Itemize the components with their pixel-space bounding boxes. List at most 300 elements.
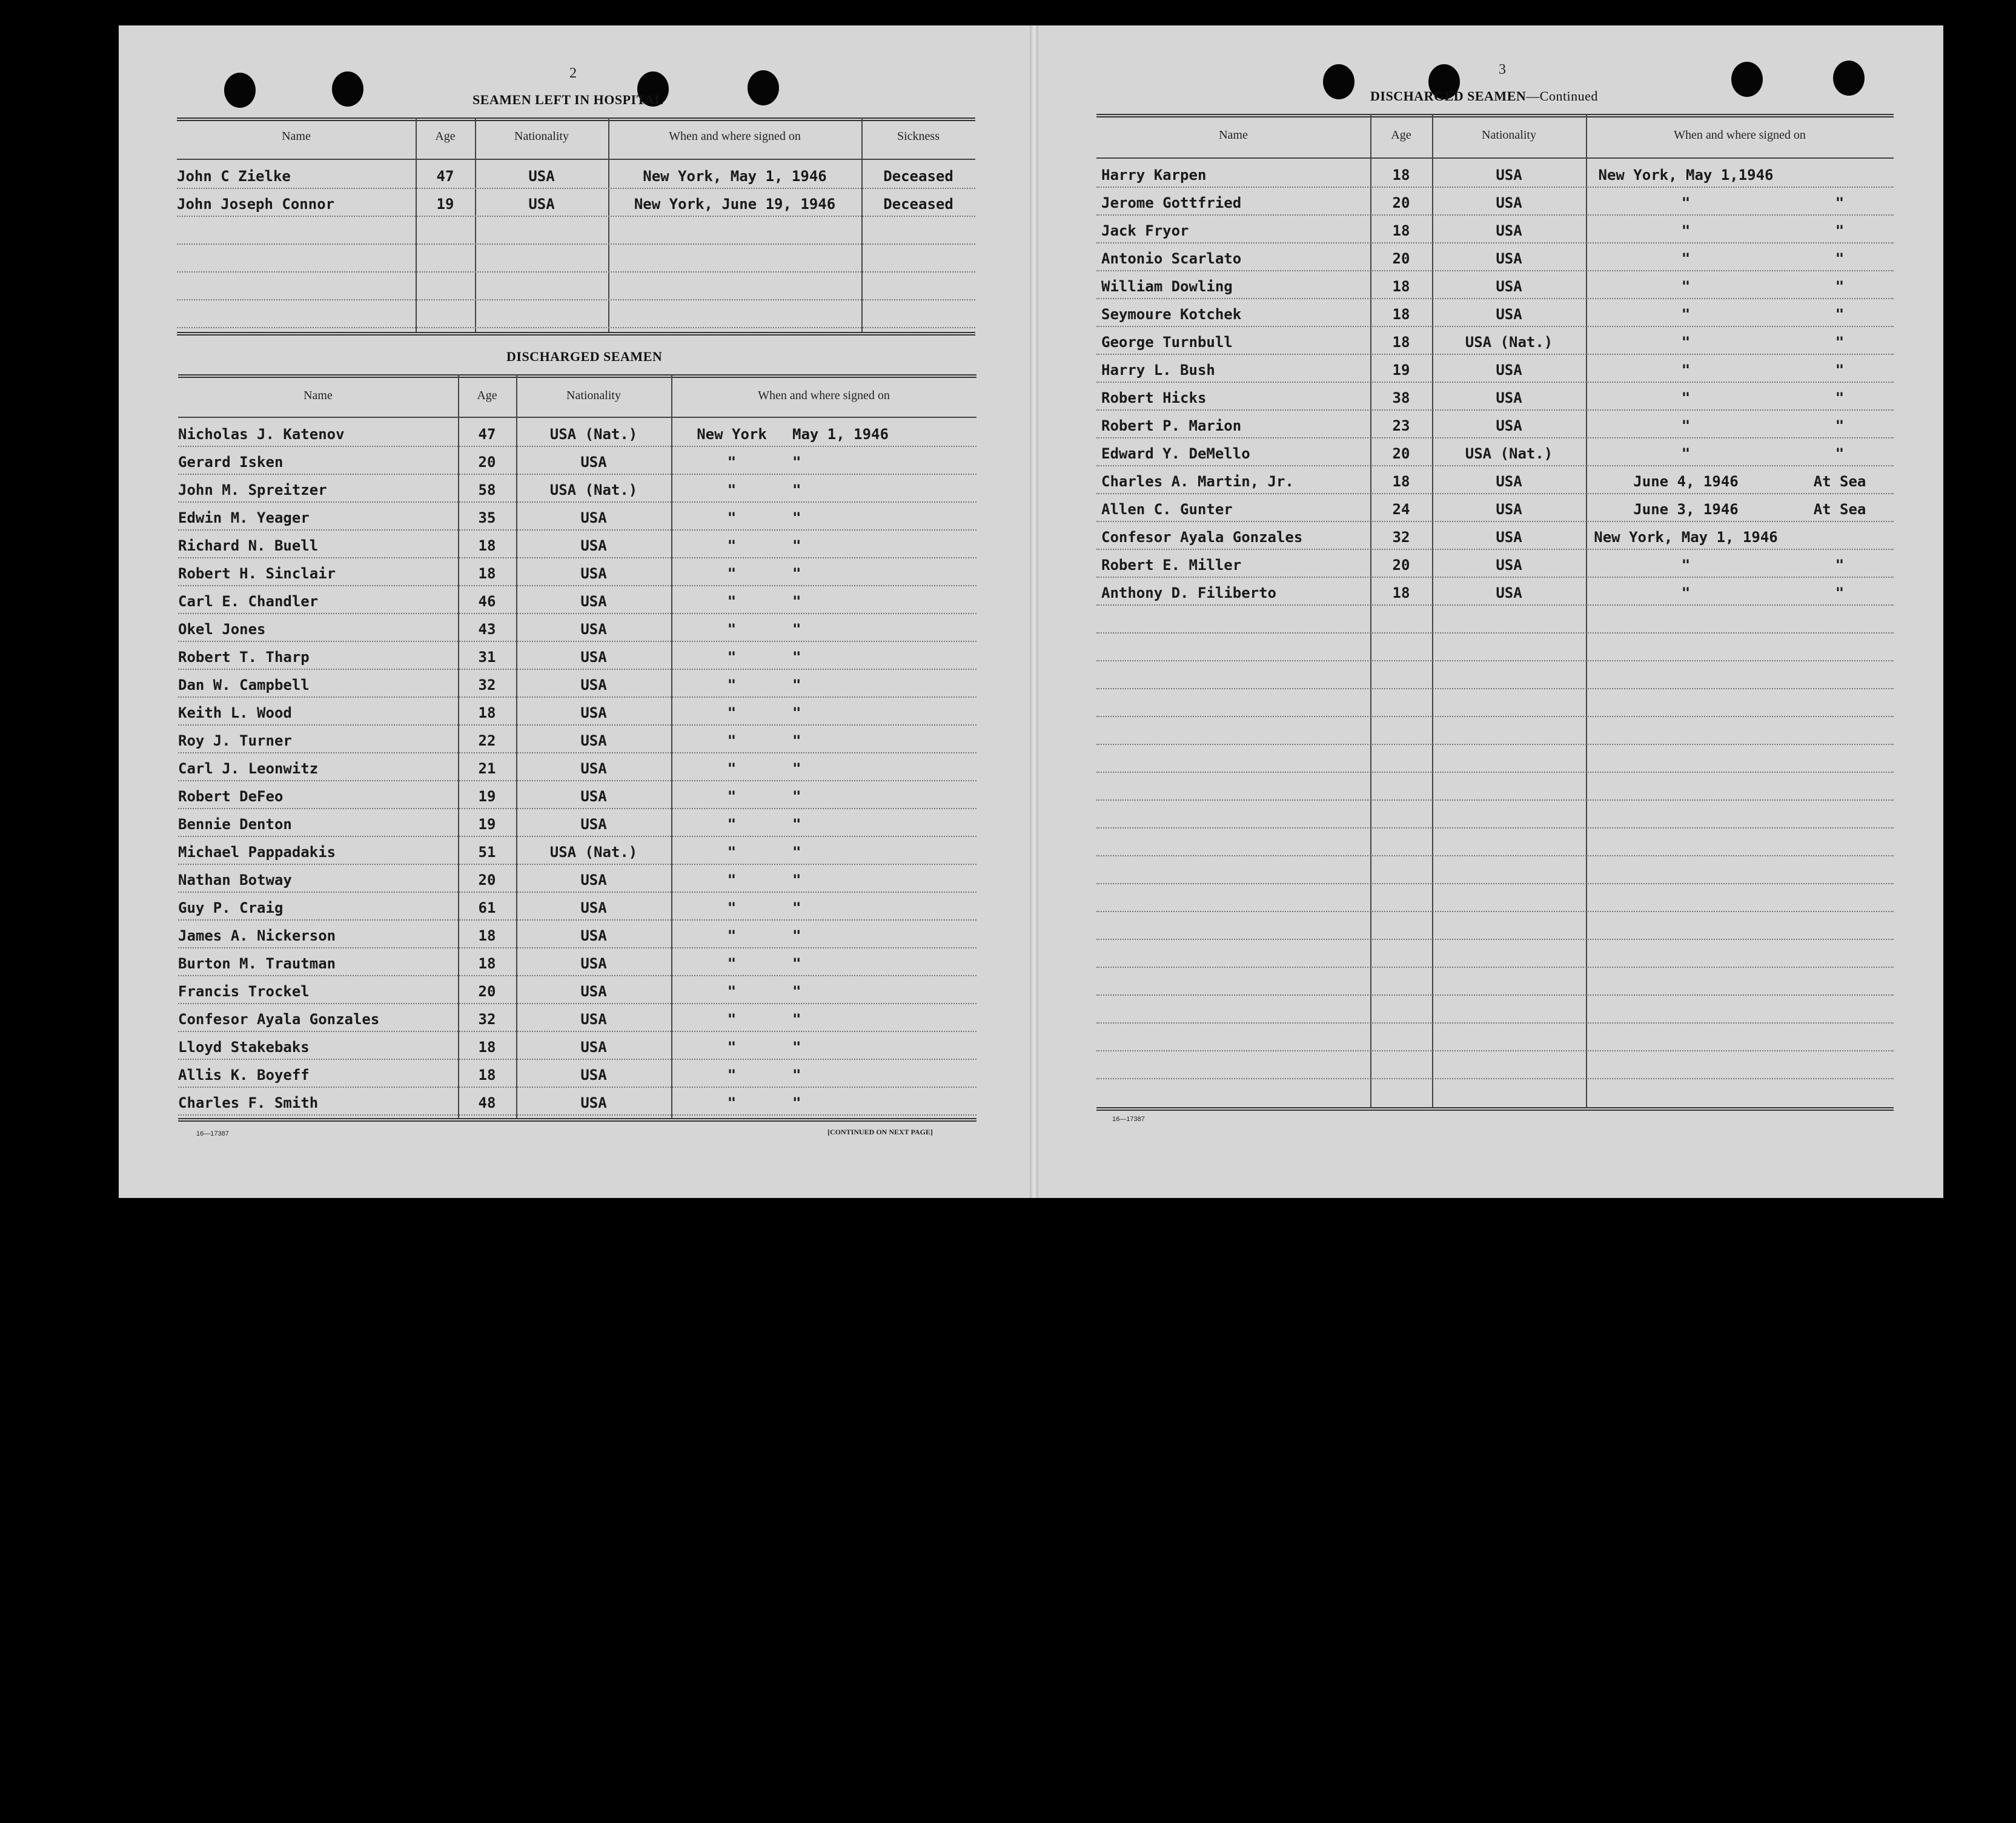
name-cell: Edwin M. Yeager — [178, 509, 310, 526]
table-row — [178, 1087, 976, 1116]
empty-row — [1096, 883, 1894, 912]
table-row — [178, 919, 976, 948]
nationality-cell: USA — [1496, 278, 1522, 295]
table-row — [178, 752, 976, 781]
nationality-cell: USA — [1496, 417, 1522, 434]
nationality-cell: USA — [1496, 362, 1522, 379]
empty-row — [1096, 855, 1894, 884]
empty-row — [1096, 967, 1894, 996]
nationality-cell: USA — [580, 677, 607, 693]
table-row — [178, 1031, 976, 1060]
age-cell: 20 — [478, 872, 496, 888]
signed-place-cell: " — [1681, 306, 1691, 323]
signed-place-cell: " — [727, 649, 737, 666]
signed-date-cell: " — [792, 1067, 801, 1084]
nationality-cell: USA — [580, 704, 607, 721]
empty-row — [1096, 799, 1894, 829]
signed-place-cell: " — [1681, 417, 1691, 434]
name-cell: Keith L. Wood — [178, 704, 292, 721]
signed-place-cell: " — [727, 927, 737, 944]
table-row — [1096, 465, 1894, 494]
signed-date-cell: " — [1835, 362, 1845, 379]
age-cell: 24 — [1392, 501, 1410, 518]
name-cell: Robert H. Sinclair — [178, 565, 336, 582]
age-cell: 22 — [478, 732, 496, 749]
signed-date-cell: At Sea — [1813, 501, 1866, 518]
header-name: Name — [1219, 128, 1248, 142]
age-cell: 18 — [478, 955, 496, 972]
signed-place-cell: " — [727, 872, 737, 888]
signed-date-cell: " — [1835, 306, 1845, 323]
age-cell: 31 — [478, 649, 496, 666]
table-row — [178, 529, 976, 558]
age-cell: 48 — [478, 1094, 496, 1111]
signed-place-cell: New York — [697, 426, 767, 443]
name-cell: Harry L. Bush — [1101, 362, 1215, 379]
table-row — [178, 724, 976, 753]
signed-place-cell: " — [1681, 584, 1691, 601]
age-cell: 51 — [478, 844, 496, 861]
nationality-cell: USA (Nat.) — [549, 481, 638, 498]
binder-hole — [1323, 64, 1354, 99]
nationality-cell: USA — [580, 621, 607, 638]
signed-date-cell: At Sea — [1813, 473, 1866, 490]
age-cell: 18 — [478, 1039, 496, 1056]
age-cell: 32 — [478, 1011, 496, 1028]
page-number: 3 — [1499, 62, 1506, 78]
signed-date-cell: " — [792, 454, 801, 471]
table-row — [1096, 577, 1894, 606]
name-cell: Allis K. Boyeff — [178, 1067, 310, 1084]
name-cell: Lloyd Stakebaks — [178, 1039, 310, 1056]
name-cell: Okel Jones — [178, 621, 266, 638]
signed-place-cell: " — [727, 788, 737, 805]
empty-row — [1096, 604, 1894, 634]
age-cell: 18 — [1392, 167, 1410, 184]
empty-row — [1096, 939, 1894, 968]
table-row — [1096, 493, 1894, 522]
age-cell: 20 — [1392, 557, 1410, 574]
nationality-cell: USA (Nat.) — [1465, 334, 1553, 351]
nationality-cell: USA — [580, 899, 607, 916]
table-row — [177, 188, 975, 217]
nationality-cell: USA — [528, 168, 555, 185]
nationality-cell: USA — [580, 983, 607, 1000]
name-cell: Robert P. Marion — [1101, 417, 1242, 434]
empty-row — [1096, 1022, 1894, 1051]
name-cell: Confesor Ayala Gonzales — [1101, 529, 1303, 546]
name-cell: Francis Trockel — [178, 983, 310, 1000]
age-cell: 18 — [478, 1067, 496, 1084]
header-signed: When and where signed on — [1674, 128, 1806, 142]
signed-place-cell: " — [727, 677, 737, 693]
signed-place-cell: " — [727, 760, 737, 777]
table-row — [178, 557, 976, 586]
nationality-cell: USA (Nat.) — [549, 844, 638, 861]
header-age: Age — [477, 389, 497, 402]
signed-date-cell: " — [1835, 194, 1845, 211]
name-cell: Guy P. Craig — [178, 899, 284, 916]
signed-place-cell: " — [727, 955, 737, 972]
header-age: Age — [1391, 128, 1411, 142]
header-age: Age — [435, 130, 456, 143]
table-row — [178, 780, 976, 809]
signed-date-cell: " — [792, 509, 801, 526]
table-row — [1096, 298, 1894, 327]
signed-place-cell: " — [1681, 194, 1691, 211]
signed-date-cell: " — [792, 677, 801, 693]
nationality-cell: USA — [1496, 194, 1522, 211]
signed-date-cell: " — [1835, 222, 1845, 239]
signed-date-cell: " — [792, 649, 801, 666]
name-cell: George Turnbull — [1101, 334, 1233, 351]
nationality-cell: USA — [580, 760, 607, 777]
age-cell: 32 — [478, 677, 496, 693]
binder-hole — [1731, 62, 1763, 97]
age-cell: 21 — [478, 760, 496, 777]
age-cell: 18 — [1392, 278, 1410, 295]
table-row — [1096, 159, 1894, 188]
nationality-cell: USA (Nat.) — [1465, 445, 1553, 462]
name-cell: Edward Y. DeMello — [1101, 445, 1250, 462]
nationality-cell: USA — [1496, 167, 1522, 184]
signed-date-cell: " — [792, 844, 801, 861]
nationality-cell: USA — [580, 927, 607, 944]
signed-date-cell: " — [792, 593, 801, 610]
name-cell: Allen C. Gunter — [1101, 501, 1233, 518]
signed-date-cell: " — [1835, 557, 1845, 574]
table-row — [178, 892, 976, 921]
signed-place-cell: " — [727, 1067, 737, 1084]
signed-date-cell: " — [1835, 584, 1845, 601]
name-cell: Jerome Gottfried — [1101, 194, 1242, 211]
title-suffix: —Continued — [1526, 88, 1598, 104]
name-cell: Carl E. Chandler — [178, 593, 319, 610]
nationality-cell: USA — [580, 649, 607, 666]
empty-row — [177, 271, 975, 300]
name-cell: Jack Fryor — [1101, 222, 1189, 239]
name-cell: William Dowling — [1101, 278, 1233, 295]
nationality-cell: USA — [1496, 529, 1522, 546]
table-row — [1096, 270, 1894, 299]
table-row — [178, 474, 976, 503]
name-cell: Robert DeFeo — [178, 788, 284, 805]
name-cell: Harry Karpen — [1101, 167, 1207, 184]
nationality-cell: USA — [1496, 222, 1522, 239]
empty-row — [177, 243, 975, 273]
name-cell: Robert E. Miller — [1101, 557, 1242, 574]
age-cell: 18 — [1392, 584, 1410, 601]
empty-row — [1096, 744, 1894, 773]
empty-row — [1096, 994, 1894, 1024]
name-cell: Charles A. Martin, Jr. — [1101, 473, 1294, 490]
hospital-table — [177, 117, 975, 336]
signed-place-cell: " — [727, 704, 737, 721]
age-cell: 18 — [478, 704, 496, 721]
table-row — [1096, 242, 1894, 271]
binder-hole — [332, 71, 363, 107]
nationality-cell: USA — [580, 1094, 607, 1111]
table-row — [178, 864, 976, 893]
header-nationality: Nationality — [566, 389, 621, 402]
table-row — [1096, 214, 1894, 243]
nationality-cell: USA — [580, 955, 607, 972]
table-row — [1096, 382, 1894, 411]
signed-date-cell: " — [1835, 278, 1845, 295]
age-cell: 20 — [1392, 194, 1410, 211]
table-row — [1096, 521, 1894, 550]
nationality-cell: USA — [580, 1039, 607, 1056]
name-cell: Charles F. Smith — [178, 1094, 319, 1111]
signed-place-cell: " — [727, 509, 737, 526]
signed-place-cell: " — [1681, 389, 1691, 406]
age-cell: 18 — [1392, 306, 1410, 323]
signed-place-cell: " — [1681, 362, 1691, 379]
name-cell: Michael Pappadakis — [178, 844, 336, 861]
name-cell: Anthony D. Filiberto — [1101, 584, 1276, 601]
signed-place-cell: June 4, 1946 — [1633, 473, 1739, 490]
name-cell: Nathan Botway — [178, 872, 292, 888]
header-signed: When and where signed on — [669, 130, 801, 143]
empty-row — [1096, 911, 1894, 940]
signed-place-cell: " — [1681, 278, 1691, 295]
discharged-table — [178, 374, 976, 1123]
discharged-title: DISCHARGED SEAMEN — [506, 349, 663, 364]
age-cell: 47 — [478, 426, 496, 443]
table-row — [178, 1059, 976, 1088]
empty-row — [1096, 688, 1894, 717]
name-cell: Carl J. Leonwitz — [178, 760, 319, 777]
signed-place-cell: " — [727, 983, 737, 1000]
signed-place-cell: " — [727, 565, 737, 582]
empty-row — [177, 299, 975, 328]
table-row — [1096, 354, 1894, 383]
title-main: DISCHARGED SEAMEN — [1370, 88, 1527, 104]
table-row — [178, 1003, 976, 1032]
signed-place-cell: " — [1681, 445, 1691, 462]
table-row — [1096, 549, 1894, 578]
signed-date-cell: " — [792, 1011, 801, 1028]
signed-date-cell: " — [792, 816, 801, 833]
age-cell: 19 — [478, 788, 496, 805]
signed-date-cell: " — [792, 899, 801, 916]
signed-date-cell: " — [792, 565, 801, 582]
signed-date-cell: " — [792, 788, 801, 805]
age-cell: 18 — [1392, 473, 1410, 490]
name-cell: Confesor Ayala Gonzales — [178, 1011, 380, 1028]
age-cell: 47 — [436, 168, 454, 185]
table-row — [178, 418, 976, 447]
empty-row — [1096, 772, 1894, 801]
signed-date-cell: " — [792, 760, 801, 777]
table-row — [178, 808, 976, 837]
sickness-cell: Deceased — [883, 196, 953, 213]
signed-cell: New York, June 19, 1946 — [634, 196, 836, 213]
name-cell: Antonio Scarlato — [1101, 250, 1242, 267]
nationality-cell: USA — [580, 872, 607, 888]
age-cell: 35 — [478, 509, 496, 526]
age-cell: 19 — [436, 196, 454, 213]
age-cell: 18 — [478, 537, 496, 554]
age-cell: 43 — [478, 621, 496, 638]
header-nationality: Nationality — [514, 130, 569, 143]
signed-date-cell: " — [1835, 334, 1845, 351]
signed-date-cell: " — [792, 621, 801, 638]
empty-row — [1096, 1050, 1894, 1079]
table-row — [178, 975, 976, 1004]
signed-place-cell: " — [1681, 250, 1691, 267]
nationality-cell: USA — [580, 509, 607, 526]
signed-place-cell: June 3, 1946 — [1633, 501, 1739, 518]
signed-place-cell: New York, May 1, 1946 — [1594, 529, 1778, 546]
signed-place-cell: " — [727, 816, 737, 833]
signed-place-cell: " — [727, 593, 737, 610]
signed-date-cell: " — [792, 872, 801, 888]
name-cell: Robert T. Tharp — [178, 649, 310, 666]
sickness-cell: Deceased — [883, 168, 953, 185]
nationality-cell: USA — [580, 565, 607, 582]
name-cell: John C Zielke — [177, 168, 291, 185]
age-cell: 46 — [478, 593, 496, 610]
table-row — [178, 446, 976, 475]
table-row — [178, 669, 976, 698]
nationality-cell: USA (Nat.) — [549, 426, 638, 443]
signed-date-cell: " — [792, 1039, 801, 1056]
header-name: Name — [303, 389, 333, 402]
age-cell: 58 — [478, 481, 496, 498]
age-cell: 20 — [1392, 250, 1410, 267]
nationality-cell: USA — [580, 454, 607, 471]
discharged-continued-title — [1370, 88, 1598, 104]
name-cell: Gerard Isken — [178, 454, 284, 471]
nationality-cell: USA — [1496, 557, 1522, 574]
signed-date-cell: " — [1835, 389, 1845, 406]
name-cell: Burton M. Trautman — [178, 955, 336, 972]
signed-date-cell: " — [792, 955, 801, 972]
name-cell: Richard N. Buell — [178, 537, 319, 554]
signed-date-cell: " — [792, 983, 801, 1000]
signed-date-cell: May 1, 1946 — [792, 426, 889, 443]
nationality-cell: USA — [580, 732, 607, 749]
table-row — [178, 501, 976, 531]
signed-place-cell: " — [727, 537, 737, 554]
age-cell: 18 — [478, 927, 496, 944]
signed-cell: New York, May 1, 1946 — [643, 168, 827, 185]
hospital-title: SEAMEN LEFT IN HOSPITAL — [472, 92, 664, 107]
table-row — [178, 641, 976, 670]
nationality-cell: USA — [528, 196, 555, 213]
continued-note: [CONTINUED ON NEXT PAGE] — [827, 1128, 933, 1136]
nationality-cell: USA — [580, 593, 607, 610]
signed-place-cell: " — [727, 899, 737, 916]
signed-place-cell: " — [1681, 222, 1691, 239]
age-cell: 38 — [1392, 389, 1410, 406]
signed-place-cell: " — [727, 481, 737, 498]
name-cell: Nicholas J. Katenov — [178, 426, 345, 443]
signed-date-cell: " — [1835, 445, 1845, 462]
nationality-cell: USA — [580, 1067, 607, 1084]
age-cell: 20 — [1392, 445, 1410, 462]
signed-place-cell: " — [727, 454, 737, 471]
header-signed: When and where signed on — [758, 389, 890, 402]
empty-row — [1096, 827, 1894, 856]
table-row — [178, 836, 976, 865]
name-cell: Robert Hicks — [1101, 389, 1207, 406]
header-sickness: Sickness — [897, 130, 940, 143]
nationality-cell: USA — [1496, 389, 1522, 406]
empty-row — [177, 216, 975, 245]
nationality-cell: USA — [580, 1011, 607, 1028]
table-row — [178, 585, 976, 614]
binder-hole — [1833, 61, 1865, 96]
binder-hole — [224, 73, 256, 108]
signed-date-cell: " — [792, 732, 801, 749]
signed-place-cell: " — [727, 1011, 737, 1028]
signed-place-cell: " — [727, 732, 737, 749]
signed-date-cell: " — [792, 1094, 801, 1111]
nationality-cell: USA — [580, 537, 607, 554]
age-cell: 20 — [478, 454, 496, 471]
age-cell: 20 — [478, 983, 496, 1000]
table-row — [1096, 326, 1894, 355]
signed-date-cell — [1786, 521, 1894, 549]
binder-hole — [748, 70, 779, 105]
table-row — [1096, 187, 1894, 216]
signed-place-cell: New York, May 1,1946 — [1598, 167, 1774, 184]
signed-date-cell: " — [1835, 250, 1845, 267]
name-cell: James A. Nickerson — [178, 927, 336, 944]
page-number: 2 — [569, 65, 577, 81]
table-row — [178, 613, 976, 642]
empty-row — [1096, 632, 1894, 661]
nationality-cell: USA — [580, 816, 607, 833]
discharged-continued-table — [1096, 114, 1894, 1119]
form-number: 16—17387 — [196, 1130, 229, 1137]
age-cell: 23 — [1392, 417, 1410, 434]
age-cell: 61 — [478, 899, 496, 916]
table-row — [178, 696, 976, 726]
age-cell: 18 — [478, 565, 496, 582]
name-cell: John M. Spreitzer — [178, 481, 327, 498]
nationality-cell: USA — [1496, 306, 1522, 323]
signed-place-cell: " — [1681, 334, 1691, 351]
signed-place-cell: " — [727, 621, 737, 638]
age-cell: 18 — [1392, 334, 1410, 351]
name-cell: Roy J. Turner — [178, 732, 292, 749]
nationality-cell: USA — [1496, 501, 1522, 518]
age-cell: 32 — [1392, 529, 1410, 546]
page-fold — [1030, 25, 1038, 1198]
signed-date-cell: " — [792, 704, 801, 721]
age-cell: 19 — [1392, 362, 1410, 379]
name-cell: Bennie Denton — [178, 816, 292, 833]
nationality-cell: USA — [1496, 584, 1522, 601]
header-name: Name — [282, 130, 311, 143]
table-row — [1096, 437, 1894, 466]
empty-row — [1096, 716, 1894, 745]
name-cell: Seymoure Kotchek — [1101, 306, 1242, 323]
table-row — [1096, 409, 1894, 438]
empty-row — [1096, 660, 1894, 689]
table-row — [178, 947, 976, 976]
header-nationality: Nationality — [1482, 128, 1536, 142]
name-cell: Dan W. Campbell — [178, 677, 310, 693]
nationality-cell: USA — [1496, 250, 1522, 267]
age-cell: 19 — [478, 816, 496, 833]
table-row — [177, 160, 975, 189]
signed-place-cell: " — [1681, 557, 1691, 574]
signed-date-cell: " — [792, 481, 801, 498]
